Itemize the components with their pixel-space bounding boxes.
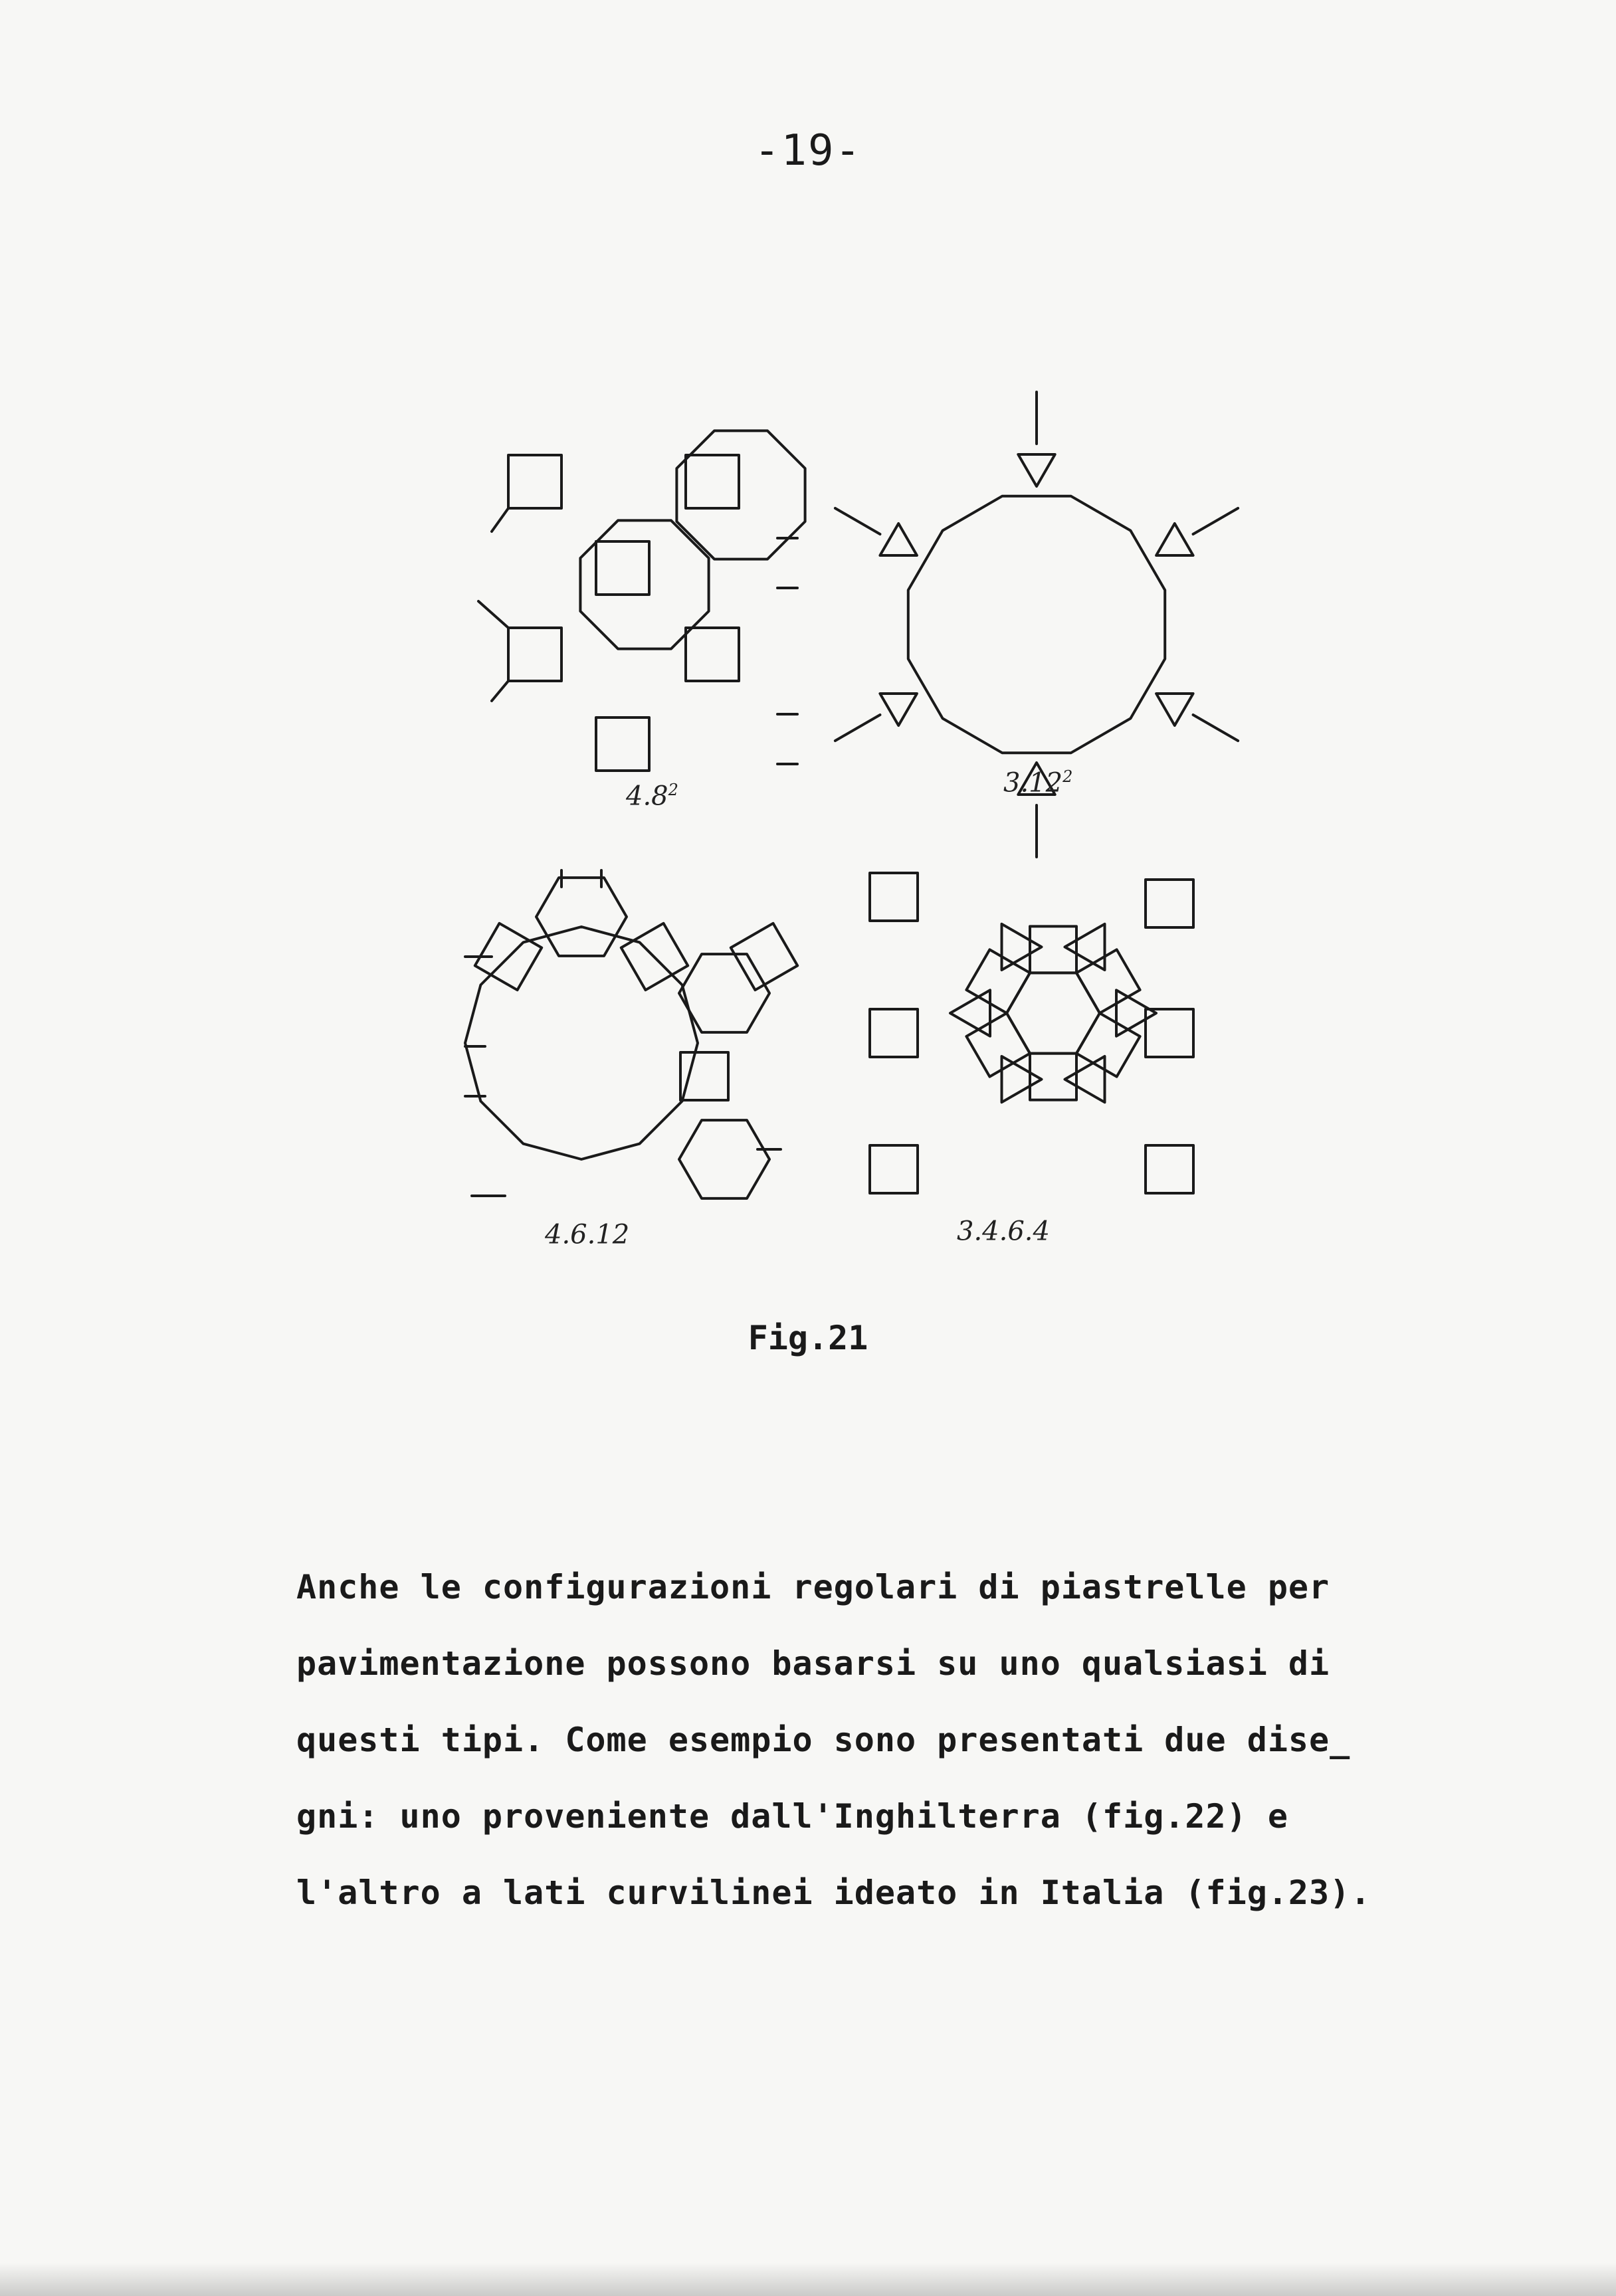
triangle-tile xyxy=(1065,924,1105,970)
body-line: Anche le configurazioni regolari di piastrelle per xyxy=(296,1568,1330,1606)
hexagon-tile xyxy=(1007,973,1100,1053)
square-tile xyxy=(686,628,739,681)
edge-line xyxy=(1193,508,1239,534)
square-tile xyxy=(1146,880,1193,927)
square-tile xyxy=(870,1009,918,1057)
dodecagon-tile xyxy=(908,496,1165,753)
tiling-4-8-8 xyxy=(478,430,805,771)
triangle-tile xyxy=(1156,694,1193,725)
edge-line xyxy=(835,508,880,534)
tiling-3-4-6-4 xyxy=(870,873,1193,1193)
tiling-label-4-8-8: $4.8^2$ xyxy=(626,781,678,812)
octagon-tile xyxy=(676,430,805,559)
triangle-tile xyxy=(1018,454,1055,486)
body-line: gni: uno proveniente dall'Inghilterra (fig.22) e xyxy=(296,1797,1288,1836)
tiling-label-4-6-12: 4.6.12 xyxy=(545,1219,630,1250)
edge-line xyxy=(492,508,508,531)
tiling-label-3-12-12: 3.12$^2$ xyxy=(1003,767,1073,799)
edge-line xyxy=(835,715,880,741)
octagon-tile xyxy=(580,520,708,648)
page-number: -19- xyxy=(754,126,862,175)
body-line: l'altro a lati curvilinei ideato in Italia (fig.23). xyxy=(296,1873,1371,1912)
figure-caption: Fig.21 xyxy=(748,1319,868,1357)
square-tile xyxy=(870,1145,918,1193)
triangle-tile xyxy=(1002,1056,1042,1102)
square-tile xyxy=(508,628,561,681)
edge-line xyxy=(478,601,508,628)
scan-edge-shadow xyxy=(0,2263,1616,2296)
tiling-4-6-12 xyxy=(465,870,797,1198)
tiling-label-3-4-6-4: 3.4.6.4 xyxy=(957,1216,1050,1247)
hexagon-tile xyxy=(536,878,627,956)
triangle-tile xyxy=(1156,524,1193,555)
square-tile xyxy=(731,923,797,990)
edge-line xyxy=(492,681,508,701)
square-tile xyxy=(508,455,561,508)
triangle-tile xyxy=(880,694,917,725)
dodecagon-tile xyxy=(465,927,698,1159)
body-paragraph xyxy=(296,1549,1559,1931)
triangle-tile xyxy=(1002,924,1042,970)
square-tile xyxy=(870,873,918,921)
square-tile xyxy=(686,455,739,508)
body-line: questi tipi. Come esempio sono presentati due dise_ xyxy=(296,1721,1351,1759)
body-line: pavimentazione possono basarsi su uno qualsiasi di xyxy=(296,1644,1330,1683)
square-tile xyxy=(596,541,649,595)
hexagon-tile xyxy=(679,1120,769,1198)
triangle-tile xyxy=(1065,1056,1105,1102)
triangle-tile xyxy=(880,524,917,555)
edge-line xyxy=(1193,715,1239,741)
square-tile xyxy=(596,718,649,771)
square-tile xyxy=(1146,1145,1193,1193)
triangle-tile xyxy=(1116,990,1156,1036)
triangle-tile xyxy=(950,990,990,1036)
